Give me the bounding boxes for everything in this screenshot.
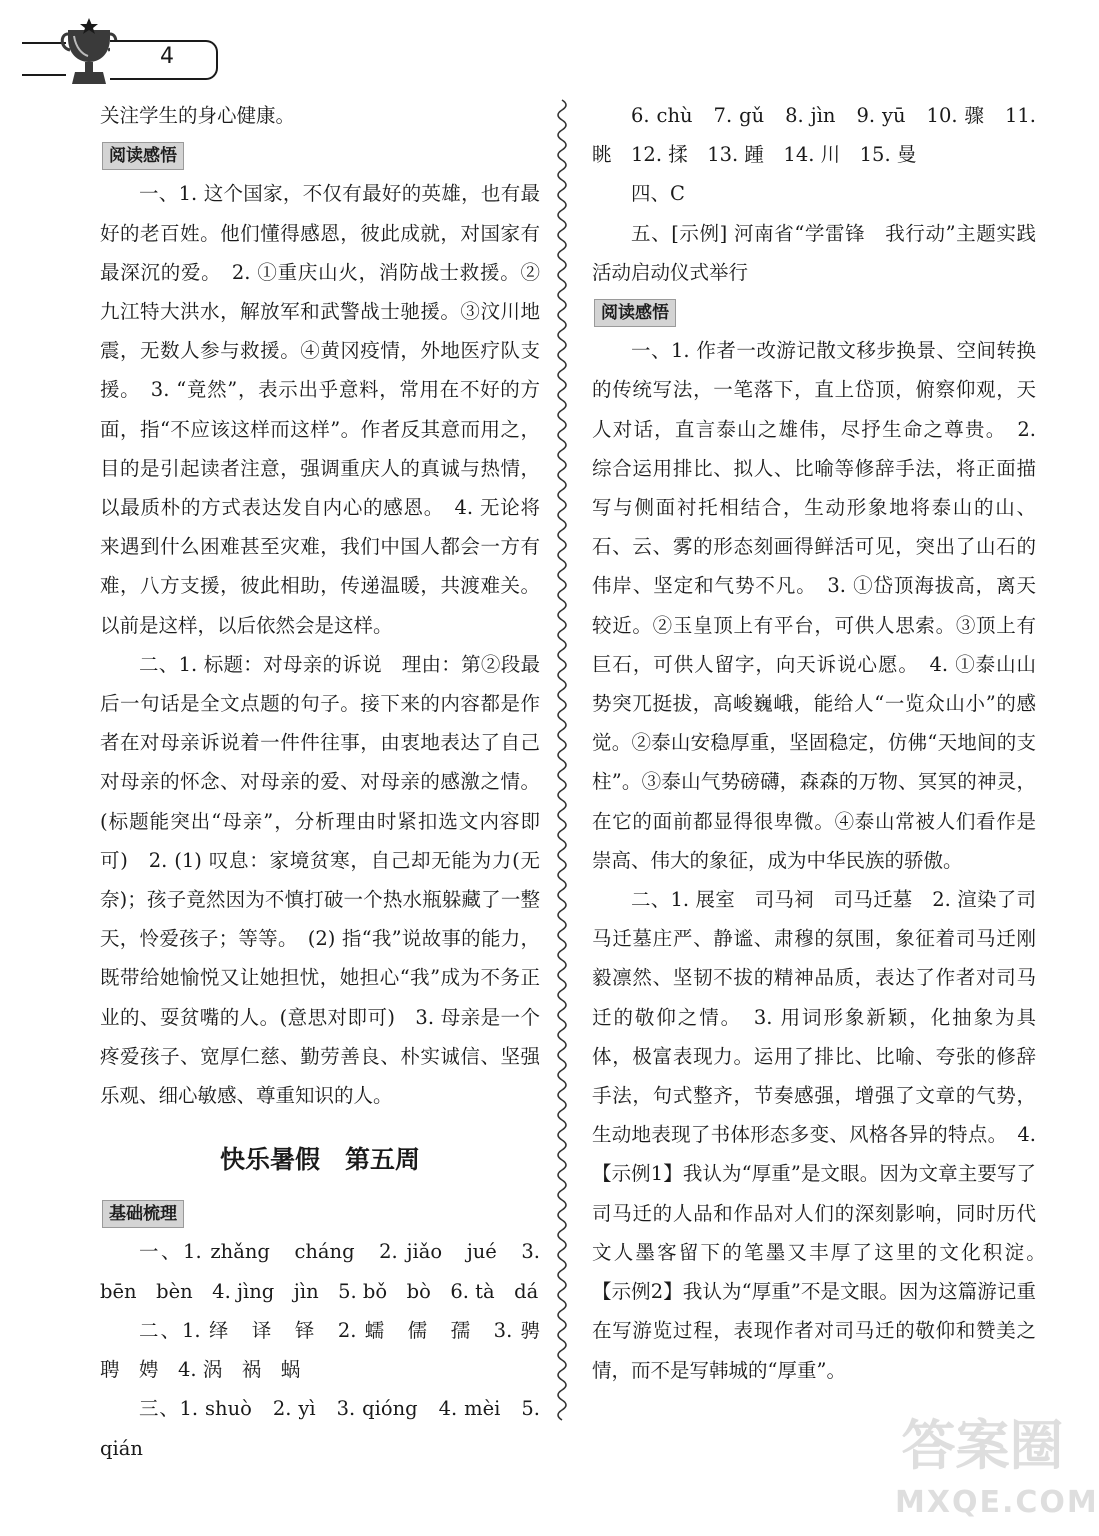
answer-paragraph: 三、1. shuò 2. yì 3. qióng 4. mèi 5. qián	[100, 1397, 540, 1460]
answer-paragraph: 一、1. 作者一改游记散文移步换景、空间转换的传统写法，一笔落下，直上岱顶，俯察仰观，天人对话，直言泰山之雄伟，尽抒生命之尊贵。 2. 综合运用排比、拟人、比喻等修辞手法，将正面描写与侧面衬托相结合，生动形象地将泰山的山、石、云、雾的形态刻画得鲜活可见，突出了山石的伟岸、坚定和气势不凡。 3. ①岱顶海拔高，离天较近。②玉皇顶上有平台，可供人思索。③顶上有巨石，可供人留字，向天诉说心愿。 4. ①泰山山势突兀挺拔，高峻巍峨，能给人“一览众山小”的感觉。②泰山安稳厚重，坚固稳定，仿佛“天地间的支柱”。③泰山气势磅礴，森森的万物、冥冥的神灵，在它的面前都显得很卑微。④泰山常被人们看作是崇高、伟大的象征，成为中华民族的骄傲。	[592, 339, 1036, 872]
watermark-url: MXQE.COM	[895, 1485, 1099, 1520]
section-tag-reading: 阅读感悟	[594, 299, 676, 327]
answer-paragraph: 6. chù 7. gǔ 8. jìn 9. yū 10. 骤 11. 眺 12. 揉 13. 踵 14. 川 15. 曼	[592, 104, 1036, 167]
answer-paragraph: 一、1. zhǎng cháng 2. jiǎo jué 3. bēn bèn 4. jìng jìn 5. bǒ bò 6. tà dá	[100, 1240, 540, 1303]
page-number: 4	[160, 44, 174, 69]
right-column	[592, 96, 1056, 1390]
week-title: 快乐暑假 第五周	[219, 1145, 420, 1175]
section-tag-reading: 阅读感悟	[102, 142, 184, 170]
page-header	[0, 0, 240, 96]
watermark-text: 答案圈	[901, 1414, 1064, 1477]
answer-paragraph: 二、1. 标题：对母亲的诉说 理由：第②段最后一句话是全文点题的句子。接下来的内容都是作者在对母亲诉说着一件件往事，由衷地表达了自己对母亲的怀念、对母亲的爱、对母亲的感激之情。(标题能突出“母亲”，分析理由时紧扣选文内容即可) 2. (1) 叹息：家境贫寒，自己却无能为力(无奈)；孩子竟然因为不慎打破一个热水瓶躲藏了一整天，怜爱孩子；等等。 (2) 指“我”说故事的能力，既带给她愉悦又让她担忧，她担心“我”成为不务正业的、耍贫嘴的人。(意思对即可) 3. 母亲是一个疼爱孩子、宽厚仁慈、勤劳善良、朴实诚信、坚强乐观、细心敏感、尊重知识的人。	[100, 652, 540, 1108]
answer-paragraph: 二、1. 展室 司马祠 司马迁墓 2. 渲染了司马迁墓庄严、静谧、肃穆的氛围，象征着司马迁刚毅凛然、坚韧不拔的精神品质，表达了作者对司马迁的敬仰之情。 3. 用词形象新颖，化抽象为具体，极富表现力。运用了排比、比喻、夸张的修辞手法，句式整齐，节奏感强，增强了文章的气势，生动地表现了书体形态多变、风格各异的特点。 4.【示例1】我认为“厚重”是文眼。因为文章主要写了司马迁的人品和作品对人们的深刻影响，同时历代文人墨客留下的笔墨又丰厚了这里的文化积淀。 【示例2】我认为“厚重”不是文眼。因为这篇游记重在写游览过程，表现作者对司马迁的敬仰和赞美之情，而不是写韩城的“厚重”。	[592, 888, 1056, 1382]
section-tag-basics: 基础梳理	[102, 1200, 184, 1228]
answer-paragraph: 一、1. 这个国家，不仅有最好的英雄，也有最好的老百姓。他们懂得感恩，彼此成就，对国家有最深沉的爱。 2. ①重庆山火，消防战士救援。②九江特大洪水，解放军和武警战士驰援。③汶川地震，无数人参与救援。④黄冈疫情，外地医疗队支援。 3. “竟然”，表示出乎意料，常用在不好的方面，指“不应该这样而这样”。作者反其意而用之，目的是引起读者注意，强调重庆人的真诚与热情，以最质朴的方式表达发自内心的感恩。 4. 无论将来遇到什么困难甚至灾难，我们中国人都会一方有难，八方支援，彼此相助，传递温暖，共渡难关。以前是这样，以后依然会是这样。	[100, 182, 540, 637]
answer-paragraph: 四、C	[631, 182, 685, 206]
column-divider	[550, 100, 574, 1410]
left-column	[100, 96, 560, 1468]
watermark-logo	[895, 1414, 1099, 1530]
answer-paragraph: 五、[示例] 河南省“学雷锋 我行动”主题实践活动启动仪式举行	[592, 221, 1036, 284]
intro-text: 关注学生的身心健康。	[100, 104, 296, 127]
answer-paragraph: 二、1. 绎 译 铎 2. 蠕 儒 孺 3. 骋 聘 娉 4. 涡 祸 蜗	[100, 1318, 560, 1382]
